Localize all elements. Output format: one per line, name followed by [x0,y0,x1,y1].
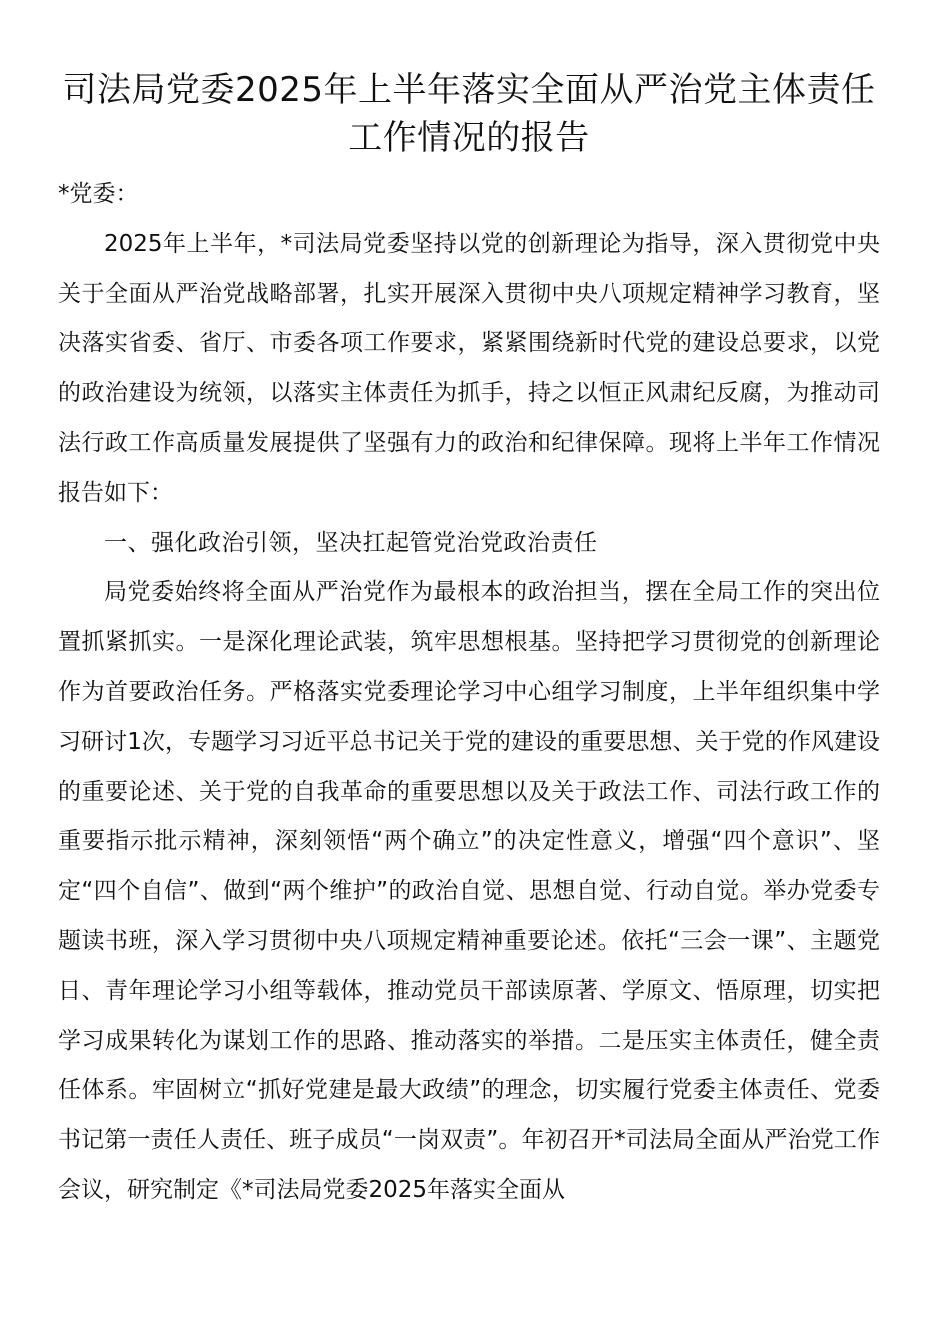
document-body [58,170,880,1216]
salutation: *党委： [58,181,139,207]
section-heading-1: 一、强化政治引领，坚决扛起管党治党政治责任 [104,529,598,556]
section-1-paragraph: 局党委始终将全面从严治党作为最根本的政治担当，摆在全局工作的突出位置抓紧抓实。一是深化理论武装，筑牢思想根基。坚持把学习贯彻党的创新理论作为首要政治任务。严格落实党委理论学习中心组学习制度，上半年组织集中学习研讨1次，专题学习习近平总书记关于党的建设的重要思想、关于党的作风建设的重要论述、关于党的自我革命的重要思想以及关于政法工作、司法行政工作的重要指示批示精神，深刻领悟“两个确立”的决定性意义，增强“四个意识”、坚定“四个自信”、做到“两个维护”的政治自觉、思想自觉、行动自觉。举办党委专题读书班，深入学习贯彻中央八项规定精神重要论述。依托“三会一课”、主题党日、青年理论学习小组等载体，推动党员干部读原著、学原文、悟原理，切实把学习成果转化为谋划工作的思路、推动落实的举措。二是压实主体责任，健全责任体系。牢固树立“抓好党建是最大政绩”的理念，切实履行党委主体责任、党委书记第一责任人责任、班子成员“一岗双责”。年初召开*司法局全面从严治党工作会议，研究制定《*司法局党委2025年落实全面从 [58,579,880,1203]
intro-paragraph: 2025年上半年，*司法局党委坚持以党的创新理论为指导，深入贯彻党中央关于全面从严治党战略部署，扎实开展深入贯彻中央八项规定精神学习教育，坚决落实省委、省厅、市委各项工作要求，紧紧围绕新时代党的建设总要求，以党的政治建设为统领，以落实主体责任为抓手，持之以恒正风肃纪反腐，为推动司法行政工作高质量发展提供了坚强有力的政治和纪律保障。现将上半年工作情况报告如下： [58,230,880,506]
document-title: 司法局党委2025年上半年落实全面从严治党主体责任工作情况的报告 [62,70,876,158]
